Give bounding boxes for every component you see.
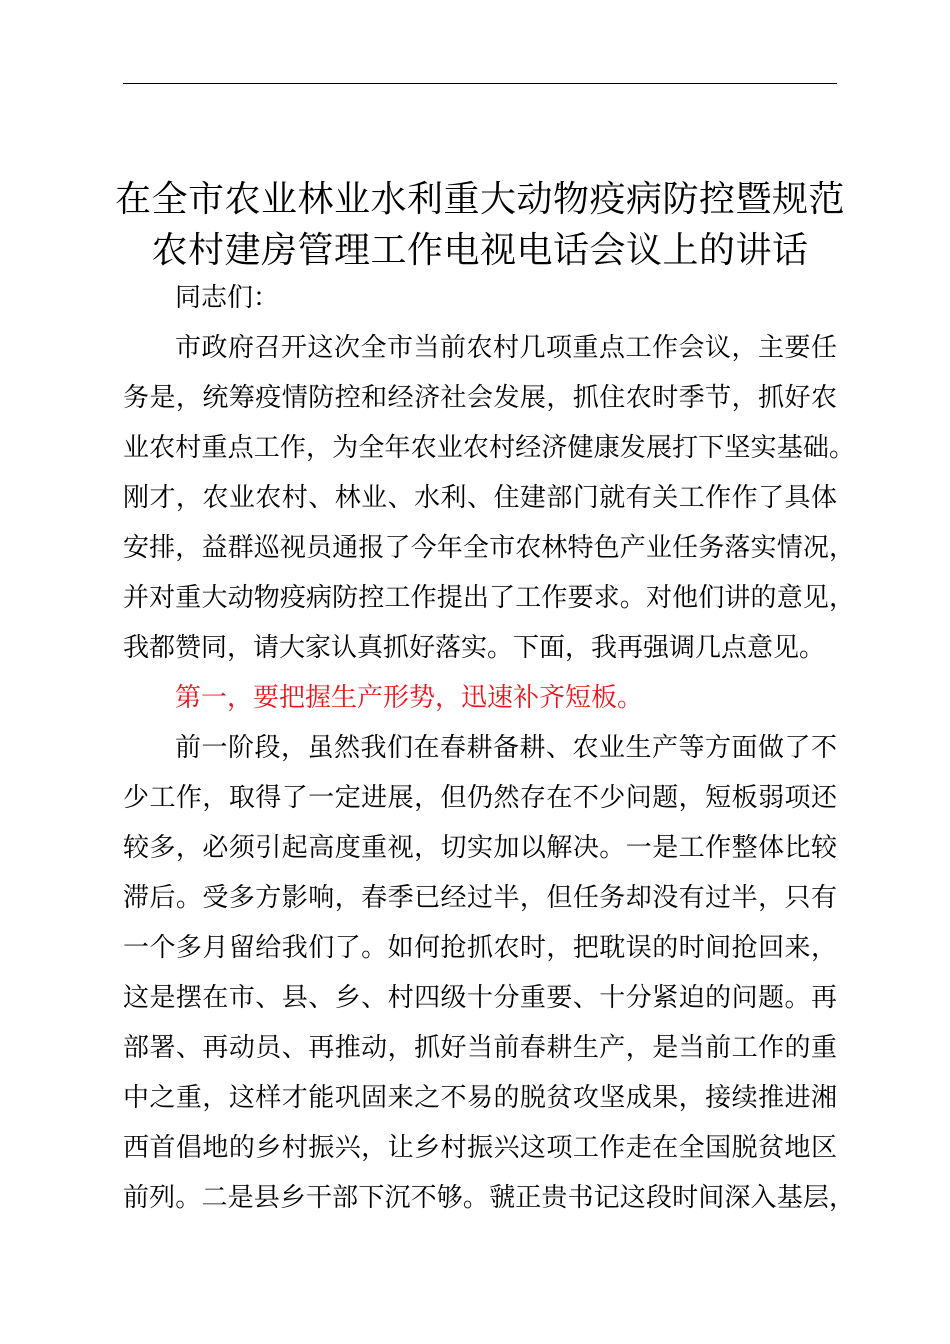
paragraph-line: 滞后。受多方影响，春季已经过半，但任务却没有过半，只有 [123,883,837,913]
paragraph-line: 中之重，这样才能巩固来之不易的脱贫攻坚成果，接续推进湘 [123,1083,837,1113]
document-title [100,174,860,276]
paragraph-line: 务是，统筹疫情防控和经济社会发展，抓住农时季节，抓好农 [123,383,837,413]
paragraph-line: 安排，益群巡视员通报了今年全市农林特色产业任务落实情况， [123,533,855,563]
paragraph-line: 部署、再动员、再推动，抓好当前春耕生产，是当前工作的重 [123,1033,837,1063]
paragraph-line: 前列。二是县乡干部下沉不够。虢正贵书记这段时间深入基层， [123,1183,855,1213]
paragraph-line: 市政府召开这次全市当前农村几项重点工作会议，主要任 [175,333,837,363]
salutation: 同志们： [175,283,280,313]
paragraph-line: 少工作，取得了一定进展，但仍然存在不少问题，短板弱项还 [123,783,837,813]
paragraph-line: 业农村重点工作，为全年农业农村经济健康发展打下坚实基础。 [123,433,855,463]
document-body [123,273,855,1223]
paragraph-line: 一个多月留给我们了。如何抢抓农时，把耽误的时间抢回来， [123,933,837,963]
section-heading: 第一，要把握生产形势，迅速补齐短板。 [175,683,644,713]
paragraph-line: 西首倡地的乡村振兴，让乡村振兴这项工作走在全国脱贫地区 [123,1133,837,1163]
title-line: 农村建房管理工作电视电话会议上的讲话 [151,230,809,272]
paragraph-line: 较多，必须引起高度重视，切实加以解决。一是工作整体比较 [123,833,837,863]
paragraph-line: 刚才，农业农村、林业、水利、住建部门就有关工作作了具体 [123,483,837,513]
paragraph-line: 这是摆在市、县、乡、村四级十分重要、十分紧迫的问题。再 [123,983,837,1013]
paragraph-line: 并对重大动物疫病防控工作提出了工作要求。对他们讲的意见， [123,583,855,613]
header-rule [123,83,837,84]
title-line: 在全市农业林业水利重大动物疫病防控暨规范 [114,179,845,221]
paragraph-line: 前一阶段，虽然我们在春耕备耕、农业生产等方面做了不 [175,733,837,763]
paragraph-line: 我都赞同，请大家认真抓好落实。下面，我再强调几点意见。 [123,633,826,663]
